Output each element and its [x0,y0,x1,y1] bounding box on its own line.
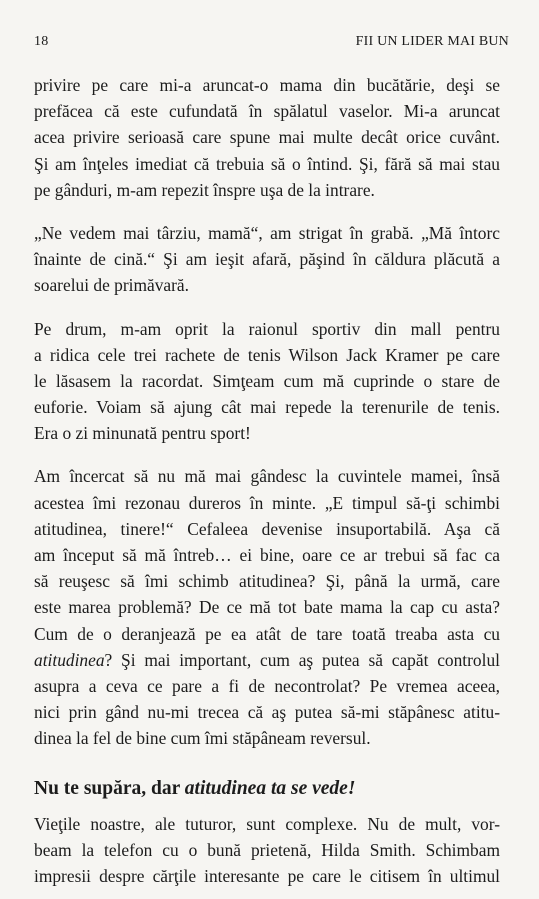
paragraph-gap [34,203,500,220]
text-line: soarelui de primăvară. [34,275,189,296]
text-line: pe gânduri, m-am repezit înspre uşa de la intrare. [34,179,375,200]
paragraph-2 [34,220,500,299]
text-line: privire pe care mi-a aruncat-o mama din bucătărie, deşi se [34,75,500,95]
text-line: Vieţile noastre, ale tuturor, sunt complexe. Nu de mult, vor- [34,813,500,834]
paragraph-3 [34,316,500,447]
text-line: le lăsasem la racordat. Simţeam cum mă cuprinde o stare de [34,370,500,391]
section-heading [34,775,500,803]
paragraph-4 [34,463,500,751]
text-line: atitudinea? Şi mai important, cum aş putea să capăt controlul [34,649,500,670]
text-line: Cum de o deranjează pe ea atât de tare toată treaba asta cu [34,623,500,644]
text-line: „Ne vedem mai târziu, mamă“, am strigat în grabă. „Mă întorc [34,222,500,243]
paragraph-gap [34,752,500,769]
text-line: este marea problemă? De ce mă tot bate mama la cap cu asta? [34,597,500,618]
text-line: euforie. Voiam să ajung cât mai repede la terenurile de tenis. [34,397,500,418]
text-line: acea privire serioasă care spune mai multe decât orice cuvânt. [34,127,500,148]
text-line: Era o zi minunată pentru sport! [34,423,251,444]
text-line: dinea la fel de bine cum îmi stăpâneam reversul. [34,728,371,749]
text-line: prefăcea că este cufundată în spălatul vaselor. Mi-a aruncat [34,101,500,122]
text-line: asupra a ceva ce pare a fi de necontrolat? Pe vremea aceea, [34,675,500,696]
text-line: a ridica cele trei rachete de tenis Wilson Jack Kramer pe care [34,344,500,365]
paragraph-gap [34,299,500,316]
section-heading-italic: atitudinea ta se vede! [184,777,356,799]
body-text [34,72,500,889]
emphasized-word: atitudinea [34,649,105,670]
text-line: Pe drum, m-am oprit la raionul sportiv din mall pentru [34,318,500,339]
text-line: impresii despre cărţile interesante pe care le citisem în ultimul [34,865,500,886]
text-line: înainte de cină.“ Şi am ieşit afară, păşind în căldura plăcută a [34,249,500,270]
text-line: Am încercat să nu mă mai gândesc la cuvintele mamei, însă [34,466,500,487]
page-number: 18 [34,34,49,49]
text-line: am început să mă întreb… ei bine, oare ce ar trebui să fac ca [34,545,500,565]
text-line: Şi am înţeles imediat că trebuia să o întind. Şi, fără să mai stau [34,153,500,174]
running-title: FII UN LIDER MAI BUN [355,34,509,49]
paragraph-5 [34,811,500,890]
text-line: acestea îmi rezonau dureros în minte. „E timpul să-ţi schimbi [34,492,500,513]
paragraph-gap [34,446,500,463]
paragraph-1 [34,72,500,203]
text-line: beam la telefon cu o bună prietenă, Hilda Smith. Schimbam [34,839,500,860]
page-header [34,34,509,54]
text-line: nici prin gând nu-mi trecea că aş putea să-mi stăpânesc atitu- [34,702,500,723]
text-line: să reuşesc să îmi schimb atitudinea? Şi, până la urmă, care [34,571,500,592]
section-heading-plain: Nu te supăra, dar [34,777,185,799]
text-line: atitudinea, tinere!“ Cefaleea devenise insuportabilă. Aşa că [34,518,500,539]
